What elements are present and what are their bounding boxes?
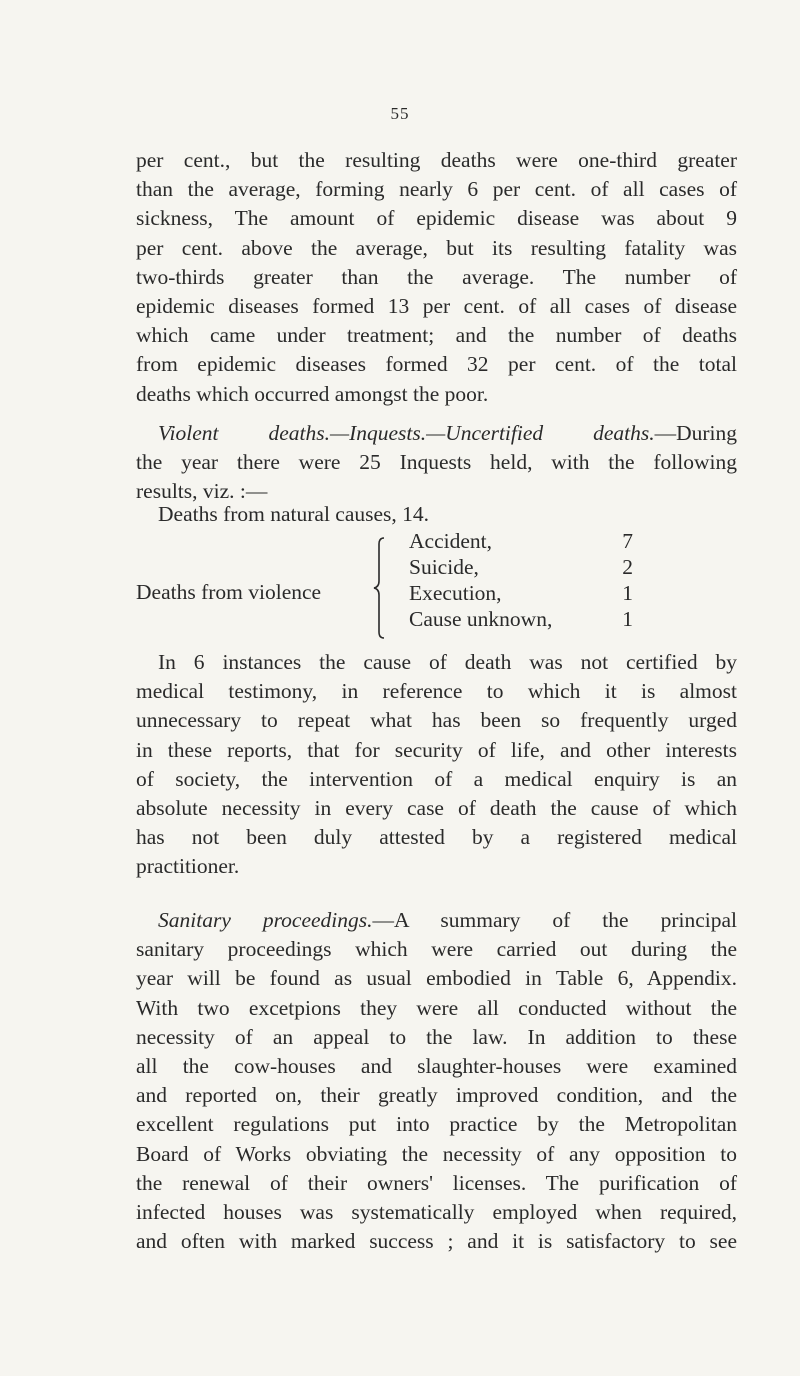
cause-count: 2 <box>622 555 633 579</box>
text-line <box>136 906 737 935</box>
table-row <box>409 528 633 554</box>
text-line: sanitary proceedings which were carried out during the <box>136 937 737 962</box>
text-line: in these reports, that for security of life, and other interests <box>136 737 737 762</box>
curly-brace <box>372 536 386 640</box>
paragraph-uncertified-deaths <box>136 648 737 882</box>
text-line: year will be found as usual embodied in Table 6, Appendix. <box>136 966 737 991</box>
section-heading-sanitary-proceedings: Sanitary proceedings. <box>158 908 373 932</box>
text-line: of society, the intervention of a medical enquiry is an <box>136 766 737 791</box>
text-line <box>136 419 737 448</box>
cause-label: Cause unknown, <box>409 607 553 631</box>
cause-label: Execution, <box>409 581 502 605</box>
text-line: epidemic diseases formed 13 per cent. of all cases of disease <box>136 294 737 319</box>
text-line: absolute necessity in every case of death the cause of which <box>136 796 737 821</box>
text-run: —A summary of the principal <box>372 908 737 932</box>
text-line: and often with marked success ; and it is satisfactory to see <box>136 1229 737 1254</box>
text-line: infected houses was systematically employed when required, <box>136 1200 737 1225</box>
text-line: all the cow-houses and slaughter-houses were examined <box>136 1054 737 1079</box>
cause-label: Accident, <box>409 529 492 553</box>
table-row <box>409 580 633 606</box>
cause-count: 1 <box>622 581 633 605</box>
violence-label: Deaths from violence <box>136 580 322 604</box>
text-line: With two excetpions they were all conducted without the <box>136 995 737 1020</box>
text-line: from epidemic diseases formed 32 per cent. of the total <box>136 352 737 377</box>
page-number: 55 <box>390 104 410 123</box>
paragraph-epidemic-disease <box>136 146 737 409</box>
text-line: In 6 instances the cause of death was not certified by <box>158 650 737 674</box>
text-line: necessity of an appeal to the law. In addition to these <box>136 1024 737 1049</box>
cause-count: 7 <box>622 529 633 553</box>
cause-count: 1 <box>622 607 633 631</box>
text-line: than the average, forming nearly 6 per cent. of all cases of <box>136 177 737 202</box>
text-line: the renewal of their owners' licenses. The purification of <box>136 1170 737 1195</box>
text-line: medical testimony, in reference to which it is almost <box>136 679 737 704</box>
table-row <box>409 554 633 580</box>
table-row <box>409 606 633 632</box>
text-run: —During <box>654 421 737 445</box>
paragraph-violent-deaths <box>136 419 737 507</box>
text-line: sickness, The amount of epidemic disease was about 9 <box>136 206 737 231</box>
natural-causes-line: Deaths from natural causes, 14. <box>158 502 430 526</box>
text-line: per cent., but the resulting deaths were one-third greater <box>136 148 737 172</box>
text-line: unnecessary to repeat what has been so frequently urged <box>136 708 737 733</box>
text-line: two-thirds greater than the average. The number of <box>136 264 737 289</box>
text-line: results, viz. :— <box>136 479 268 504</box>
cause-label: Suicide, <box>409 555 479 579</box>
text-line: the year there were 25 Inquests held, with the following <box>136 450 737 475</box>
text-line: which came under treatment; and the number of deaths <box>136 323 737 348</box>
text-line: and reported on, their greatly improved condition, and the <box>136 1083 737 1108</box>
section-heading-violent-deaths: Violent deaths.—Inquests.—Uncertified deaths. <box>158 421 655 445</box>
text-line: per cent. above the average, but its resulting fatality was <box>136 235 737 260</box>
paragraph-sanitary-proceedings <box>136 906 737 1256</box>
text-line: practitioner. <box>136 854 240 879</box>
violence-breakdown-table <box>409 528 633 632</box>
text-line: excellent regulations put into practice by the Metropolitan <box>136 1112 737 1137</box>
text-line: deaths which occurred amongst the poor. <box>136 381 489 406</box>
text-line: Board of Works obviating the necessity of any opposition to <box>136 1141 737 1166</box>
text-line: has not been duly attested by a registered medical <box>136 825 737 850</box>
